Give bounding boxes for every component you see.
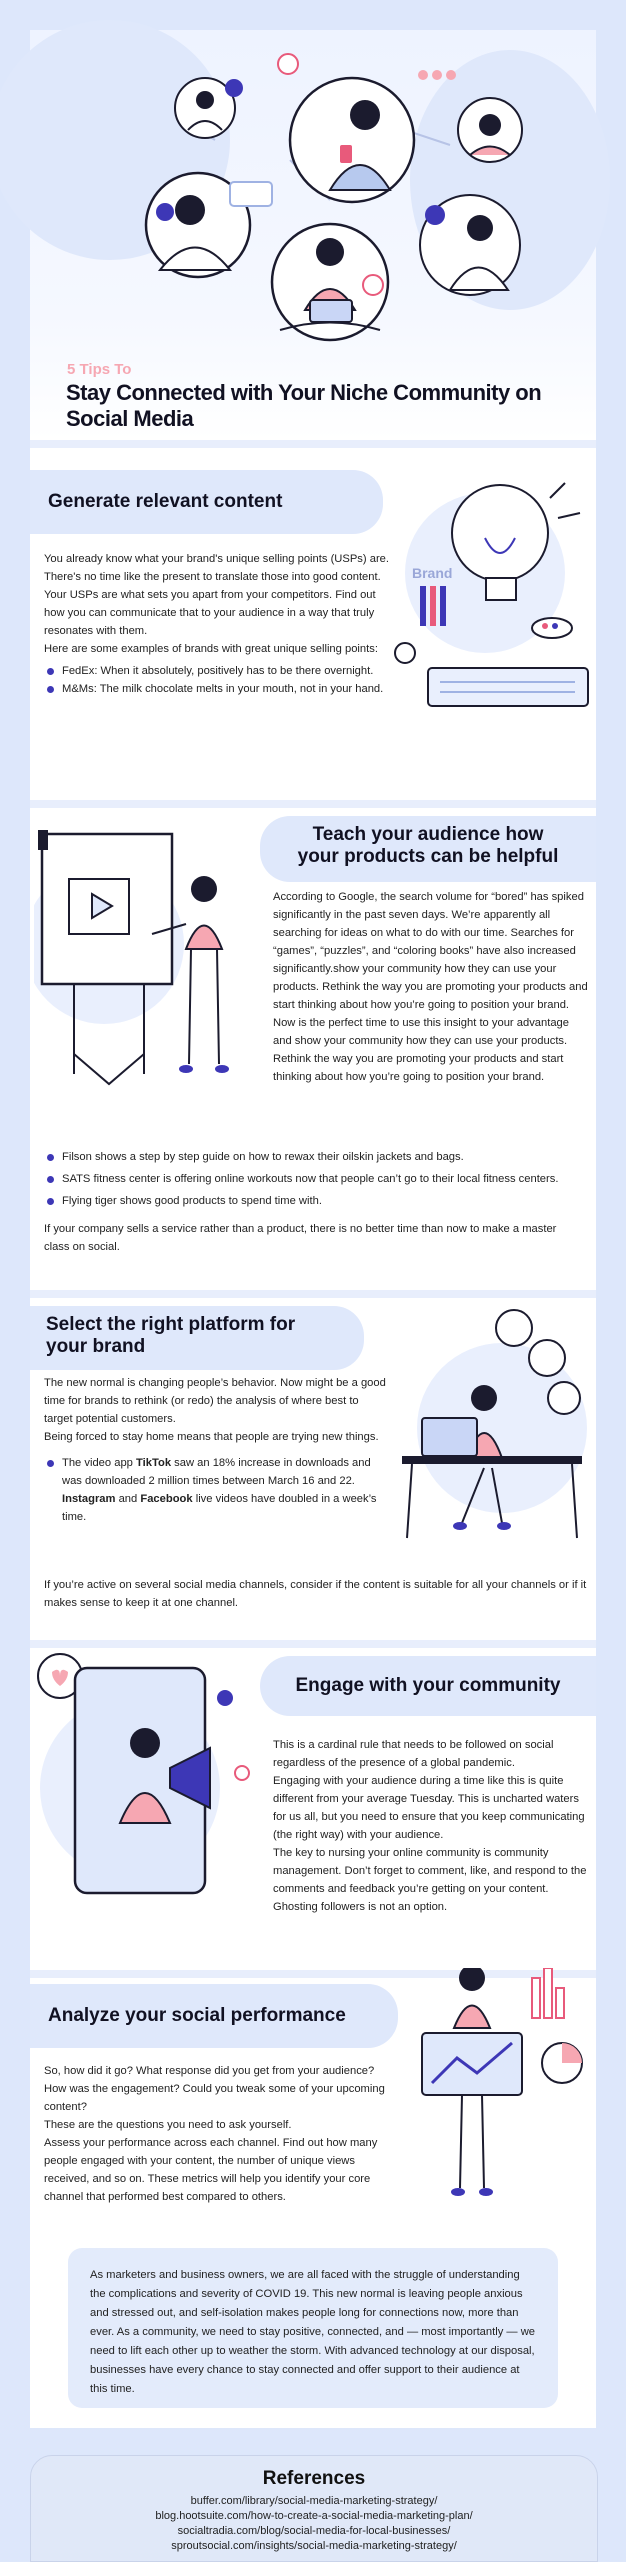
section-body xyxy=(44,550,399,698)
bullet-list xyxy=(44,662,399,698)
hero-title: Stay Connected with Your Niche Community on Social Media xyxy=(66,380,542,431)
section-heading: Analyze your social performance xyxy=(30,1984,398,2048)
paragraph: Assess your performance across each channel. Find out how many people engaged with your content, the number of unique views received, and so on. These metrics will help you identify your core channel that performed best compared to others. xyxy=(44,2137,378,2203)
section-body xyxy=(44,2062,399,2206)
summary-text: As marketers and business owners, we are all faced with the struggle of understanding the complications and severity of COVID 19. This new normal is leaving people anxious and stressed out, and self-isolation makes people long for connections now, more than ever. As a community, we need to stay positive, connected, and — most importantly — we need to lift each other up to weather the storm. With advanced technology at our disposal, businesses have every chance to stay connected and offer support to their audience at this time. xyxy=(90,2269,536,2395)
bullet-text: TikTok xyxy=(136,1457,172,1469)
bullet-list xyxy=(44,1454,389,1526)
list-item: Filson shows a step by step guide on how to rewax their oilskin jackets and bags. xyxy=(44,1148,584,1166)
paragraph: So, how did it go? What response did you get from your audience? How was the engagement? Could you tweak some of your upcoming content? xyxy=(44,2065,385,2113)
section-body xyxy=(273,888,588,1086)
bullet-text: live videos have doubled in a week’s time. xyxy=(62,1493,377,1523)
bullet-text: The video app xyxy=(62,1457,137,1469)
section-divider xyxy=(30,1640,596,1648)
paragraph: You already know what your brand's unique selling points (USPs) are. There's no time like the present to translate those into good content. Your USPs are what sets you apart from your competitors. Find out how you can communicate that to your audience in a way that truly resonates with them. xyxy=(44,553,389,637)
section-engage-community xyxy=(30,1648,596,1970)
heading-line: Teach your audience how xyxy=(312,824,544,845)
reference-link[interactable]: socialtradia.com/blog/social-media-for-local-businesses/ xyxy=(177,2525,451,2537)
section-divider xyxy=(30,1290,596,1298)
heading-line: your products can be helpful xyxy=(297,846,559,867)
section-heading: Generate relevant content xyxy=(30,470,383,534)
section-teach-audience xyxy=(30,808,596,1290)
section-analyze-performance xyxy=(30,1978,596,2228)
section-body xyxy=(44,1374,389,1526)
reference-link[interactable]: blog.hootsuite.com/how-to-create-a-social-media-marketing-plan/ xyxy=(155,2510,473,2522)
section-body xyxy=(273,1736,588,1916)
infographic-page xyxy=(30,30,596,2428)
section-heading: Engage with your community xyxy=(260,1656,596,1716)
list-item: Flying tiger shows good products to spend time with. xyxy=(44,1192,584,1210)
paragraph: According to Google, the search volume for “bored” has spiked significantly in the past seven days. We’re apparently all searching for ideas on what to do with our time. Searches for “games”, “puzzles”, and “coloring books” have also increased significantly.show your community how they can use your products. Rethink the way you are promoting your products and start thinking about how you’re going to position your brand. xyxy=(273,891,588,1011)
paragraph: These are the questions you need to ask yourself. xyxy=(44,2119,292,2131)
heading-line: Select the right platform for xyxy=(46,1314,296,1335)
list-item: SATS fitness center is offering online workouts now that people can’t go to their local fitness centers. xyxy=(44,1170,584,1188)
brand-label: Brand xyxy=(412,565,453,581)
paragraph: Engaging with your audience during a time like this is quite different from your average Tuesday. This is uncharted waters for us all, but you need to ensure that you keep communicating (the right way) with your audience. xyxy=(273,1775,585,1841)
reference-link[interactable]: buffer.com/library/social-media-marketing-strategy/ xyxy=(190,2495,438,2507)
section-divider xyxy=(30,800,596,808)
lightbulb-illustration xyxy=(390,478,590,728)
paragraph: The key to nursing your online community is community management. Don’t forget to comment, like, and respond to the comments and feedback you’re getting on your content. Ghosting followers is not an option. xyxy=(273,1847,587,1913)
bullet-text: saw an 18% increase in downloads and was downloaded 2 million times between March 16 and 22. xyxy=(62,1457,371,1487)
phone-megaphone-illustration xyxy=(30,1648,250,1948)
list-item xyxy=(44,1454,389,1526)
reference-link[interactable]: sproutsocial.com/insights/social-media-marketing-strategy/ xyxy=(171,2540,457,2552)
analytics-illustration xyxy=(412,1968,592,2218)
hero-banner xyxy=(30,30,596,440)
list-item: FedEx: When it absolutely, positively has to be there overnight. xyxy=(44,662,399,680)
section-select-platform xyxy=(30,1298,596,1640)
paragraph: Here are some examples of brands with great unique selling points: xyxy=(44,643,378,655)
section-closing: If your company sells a service rather than a product, there is no better time than now to make a master class on social. xyxy=(44,1223,557,1253)
section-heading xyxy=(260,816,596,882)
section-divider xyxy=(30,440,596,448)
references-section xyxy=(30,2455,598,2562)
references-title: References xyxy=(262,2468,366,2489)
bullet-text: Facebook xyxy=(140,1493,193,1505)
paragraph: The new normal is changing people’s behavior. Now might be a good time for brands to rethink (or redo) the analysis of where best to target potential customers. xyxy=(44,1377,386,1425)
paragraph: This is a cardinal rule that needs to be followed on social regardless of the presence of a global pandemic. xyxy=(273,1739,554,1769)
bullet-text: Instagram xyxy=(62,1493,116,1505)
paragraph: Being forced to stay home means that people are trying new things. xyxy=(44,1431,379,1443)
heading-line: your brand xyxy=(46,1336,146,1357)
desk-illustration xyxy=(392,1298,592,1558)
summary-box xyxy=(68,2248,558,2408)
bullet-text: and xyxy=(115,1493,141,1505)
bullet-list xyxy=(44,1148,584,1210)
list-item: M&Ms: The milk chocolate melts in your mouth, not in your hand. xyxy=(44,680,399,698)
hero-illustration xyxy=(30,30,596,360)
section-heading xyxy=(30,1306,364,1370)
hero-tips-label: 5 Tips To xyxy=(67,361,132,378)
section-generate-content xyxy=(30,448,596,800)
paragraph: Now is the perfect time to use this insight to your advantage and show your community how they can use your products. Rethink the way you are promoting your products and start thinking about how you’re going to position your brand. xyxy=(273,1017,570,1083)
presenter-illustration xyxy=(34,824,254,1124)
section-closing: If you’re active on several social media channels, consider if the content is suitable for all your channels or if it makes sense to keep it at one channel. xyxy=(44,1579,587,1609)
